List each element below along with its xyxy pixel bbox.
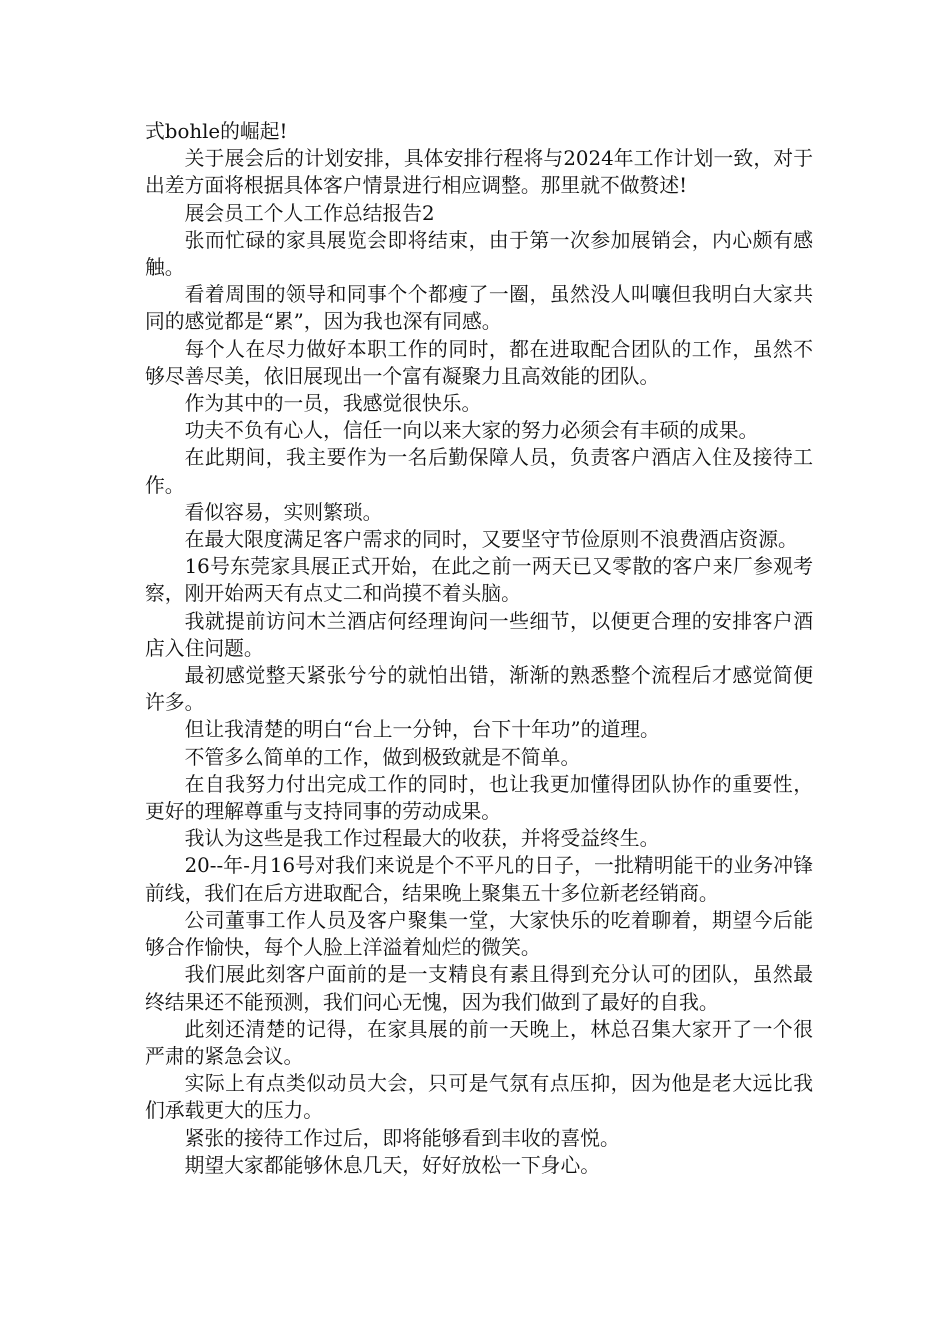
paragraph: 期望大家都能够休息几天，好好放松一下身心。 [184, 1153, 601, 1177]
paragraph: 我认为这些是我工作过程最大的收获，并将受益终生。 [184, 827, 660, 851]
paragraph: 但让我清楚的明白“台上一分钟，台下十年功”的道理。 [184, 718, 660, 742]
paragraph: 在最大限度满足客户需求的同时，又要坚守节俭原则不浪费酒店资源。 [184, 528, 798, 552]
paragraph: 功夫不负有心人，信任一向以来大家的努力必须会有丰硕的成果。 [184, 419, 759, 443]
paragraph: 实际上有点类似动员大会，只可是气氛有点压抑，因为他是老大远比我们承载更大的压力。 [145, 1072, 813, 1123]
section-heading: 展会员工个人工作总结报告2 [184, 201, 435, 225]
paragraph: 最初感觉整天紧张兮兮的就怕出错，渐渐的熟悉整个流程后才感觉简便许多。 [145, 664, 813, 715]
paragraph: 看着周围的领导和同事个个都瘦了一圈，虽然没人叫嚷但我明白大家共同的感觉都是“累”，因为我也深有同感。 [145, 283, 813, 334]
paragraph: 16号东莞家具展正式开始，在此之前一两天已又零散的客户来厂参观考察，刚开始两天有点丈二和尚摸不着头脑。 [145, 555, 813, 606]
paragraph: 式bohle的崛起! [145, 120, 288, 143]
paragraph: 张而忙碌的家具展览会即将结束，由于第一次参加展销会，内心颇有感触。 [145, 228, 813, 280]
paragraph: 我们展此刻客户面前的是一支精良有素且得到充分认可的团队，虽然最终结果还不能预测，我们问心无愧，因为我们做到了最好的自我。 [145, 963, 813, 1014]
paragraph: 在此期间，我主要作为一名后勤保障人员，负责客户酒店入住及接待工作。 [145, 446, 813, 497]
paragraph: 关于展会后的计划安排，具体安排行程将与2024年工作计划一致，对于出差方面将根据具体客户情景进行相应调整。那里就不做赘述! [145, 147, 813, 198]
paragraph: 作为其中的一员，我感觉很快乐。 [184, 392, 482, 416]
paragraph: 看似容易，实则繁琐。 [184, 500, 383, 524]
paragraph: 不管多么简单的工作，做到极致就是不简单。 [184, 745, 581, 769]
paragraph: 紧张的接待工作过后，即将能够看到丰收的喜悦。 [184, 1126, 620, 1150]
paragraph: 公司董事工作人员及客户聚集一堂，大家快乐的吃着聊着，期望今后能够合作愉快，每个人脸上洋溢着灿烂的微笑。 [145, 908, 813, 960]
document-body [145, 118, 813, 1179]
paragraph: 我就提前访问木兰酒店何经理询问一些细节，以便更合理的安排客户酒店入住问题。 [145, 609, 813, 660]
paragraph: 每个人在尽力做好本职工作的同时，都在进取配合团队的工作，虽然不够尽善尽美，依旧展现出一个富有凝聚力且高效能的团队。 [145, 337, 813, 388]
paragraph: 此刻还清楚的记得，在家具展的前一天晚上，林总召集大家开了一个很严肃的紧急会议。 [145, 1017, 813, 1068]
paragraph: 20--年-月16号对我们来说是个不平凡的日子，一批精明能干的业务冲锋前线，我们在后方进取配合，结果晚上聚集五十多位新老经销商。 [145, 854, 813, 905]
paragraph: 在自我努力付出完成工作的同时，也让我更加懂得团队协作的重要性，更好的理解尊重与支持同事的劳动成果。 [145, 772, 813, 824]
